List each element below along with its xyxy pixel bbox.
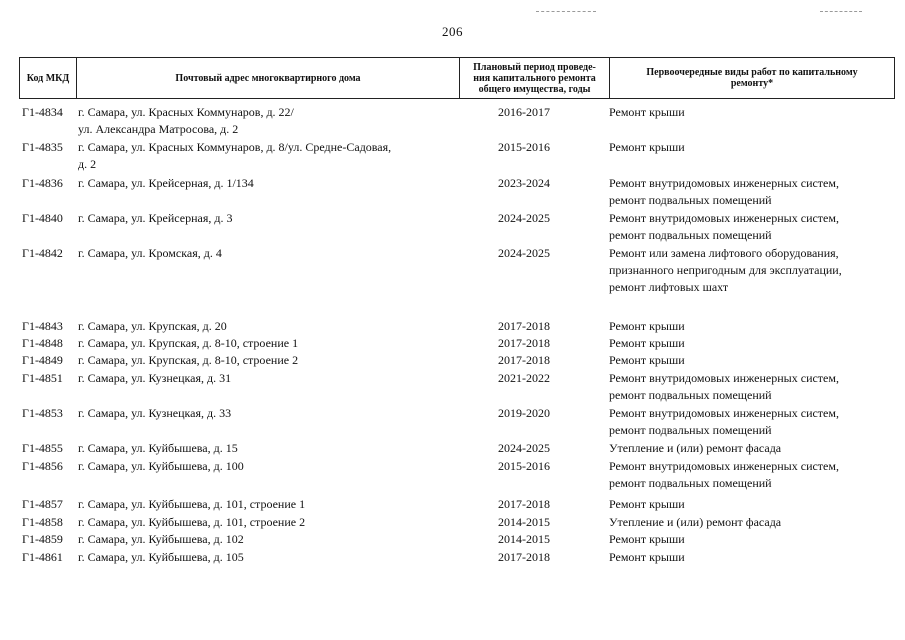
cell-address: г. Самара, ул. Кузнецкая, д. 31: [78, 371, 232, 385]
cell-address: г. Самара, ул. Крупская, д. 8-10, строение 1: [78, 336, 299, 350]
page-number: 206: [442, 24, 463, 39]
cell-code: Г1-4840: [22, 211, 63, 225]
header-period: Плановый период проведе- ния капитального ремонта общего имущества, годы: [459, 58, 609, 98]
cell-works: Ремонт внутридомовых инженерных систем, ремонт подвальных помещений: [609, 459, 839, 490]
cell-period: 2014-2015: [498, 532, 550, 546]
cell-works: Ремонт или замена лифтового оборудования, признанного непригодным для эксплуатации, ремонт лифтовых шахт: [609, 246, 842, 294]
cell-period: 2014-2015: [498, 515, 550, 529]
cell-works: Ремонт крыши: [609, 336, 685, 350]
cell-period: 2016-2017: [498, 105, 550, 119]
header-code: Код МКД: [19, 58, 76, 98]
cell-code: Г1-4835: [22, 140, 63, 154]
cell-address: г. Самара, ул. Красных Коммунаров, д. 8/ул. Средне-Садовая, д. 2: [78, 140, 392, 171]
cell-address: г. Самара, ул. Куйбышева, д. 100: [78, 459, 244, 473]
cell-works: Ремонт крыши: [609, 140, 685, 154]
cell-address: г. Самара, ул. Куйбышева, д. 105: [78, 550, 244, 564]
cell-address: г. Самара, ул. Куйбышева, д. 101, строение 1: [78, 497, 306, 511]
cell-period: 2017-2018: [498, 353, 550, 367]
cell-code: Г1-4853: [22, 406, 63, 420]
cell-code: Г1-4858: [22, 515, 63, 529]
cell-address: г. Самара, ул. Кузнецкая, д. 33: [78, 406, 232, 420]
cell-address: г. Самара, ул. Куйбышева, д. 101, строение 2: [78, 515, 306, 529]
cell-address: г. Самара, ул. Крупская, д. 20: [78, 319, 227, 333]
cell-address: г. Самара, ул. Крейсерная, д. 3: [78, 211, 233, 225]
cell-code: Г1-4848: [22, 336, 63, 350]
cell-period: 2024-2025: [498, 211, 550, 225]
cell-code: Г1-4842: [22, 246, 63, 260]
header-works: Первоочередные виды работ по капитальному ремонту*: [609, 58, 895, 98]
cell-period: 2017-2018: [498, 336, 550, 350]
cell-address: г. Самара, ул. Куйбышева, д. 15: [78, 441, 238, 455]
cell-works: Ремонт внутридомовых инженерных систем, ремонт подвальных помещений: [609, 176, 839, 207]
cell-works: Ремонт крыши: [609, 550, 685, 564]
cell-code: Г1-4855: [22, 441, 63, 455]
cell-works: Ремонт внутридомовых инженерных систем, ремонт подвальных помещений: [609, 371, 839, 402]
cell-period: 2024-2025: [498, 246, 550, 260]
cell-code: Г1-4834: [22, 105, 63, 119]
cell-code: Г1-4857: [22, 497, 63, 511]
cell-address: г. Самара, ул. Куйбышева, д. 102: [78, 532, 244, 546]
cell-period: 2017-2018: [498, 319, 550, 333]
cell-period: 2015-2016: [498, 459, 550, 473]
table-header: [19, 57, 895, 99]
cell-works: Ремонт крыши: [609, 497, 685, 511]
cell-code: Г1-4861: [22, 550, 63, 564]
cell-period: 2015-2016: [498, 140, 550, 154]
cell-works: Утепление и (или) ремонт фасада: [609, 441, 782, 455]
cell-period: 2024-2025: [498, 441, 550, 455]
cell-works: Ремонт крыши: [609, 353, 685, 367]
cell-period: 2023-2024: [498, 176, 550, 190]
cell-works: Утепление и (или) ремонт фасада: [609, 515, 782, 529]
scan-artifact-line: [820, 11, 862, 12]
cell-period: 2017-2018: [498, 497, 550, 511]
cell-period: 2019-2020: [498, 406, 550, 420]
cell-code: Г1-4859: [22, 532, 63, 546]
cell-works: Ремонт внутридомовых инженерных систем, ремонт подвальных помещений: [609, 406, 839, 437]
cell-code: Г1-4849: [22, 353, 63, 367]
cell-address: г. Самара, ул. Кромская, д. 4: [78, 246, 222, 260]
cell-code: Г1-4836: [22, 176, 63, 190]
cell-address: г. Самара, ул. Крупская, д. 8-10, строение 2: [78, 353, 299, 367]
cell-period: 2017-2018: [498, 550, 550, 564]
scan-artifact-line: [536, 11, 596, 12]
cell-code: Г1-4856: [22, 459, 63, 473]
cell-works: Ремонт внутридомовых инженерных систем, ремонт подвальных помещений: [609, 211, 839, 242]
cell-code: Г1-4843: [22, 319, 63, 333]
cell-works: Ремонт крыши: [609, 319, 685, 333]
cell-address: г. Самара, ул. Крейсерная, д. 1/134: [78, 176, 254, 190]
cell-works: Ремонт крыши: [609, 105, 685, 119]
cell-address: г. Самара, ул. Красных Коммунаров, д. 22/ ул. Александра Матросова, д. 2: [78, 105, 294, 136]
cell-code: Г1-4851: [22, 371, 63, 385]
cell-works: Ремонт крыши: [609, 532, 685, 546]
cell-period: 2021-2022: [498, 371, 550, 385]
header-address: Почтовый адрес многоквартирного дома: [76, 58, 459, 98]
